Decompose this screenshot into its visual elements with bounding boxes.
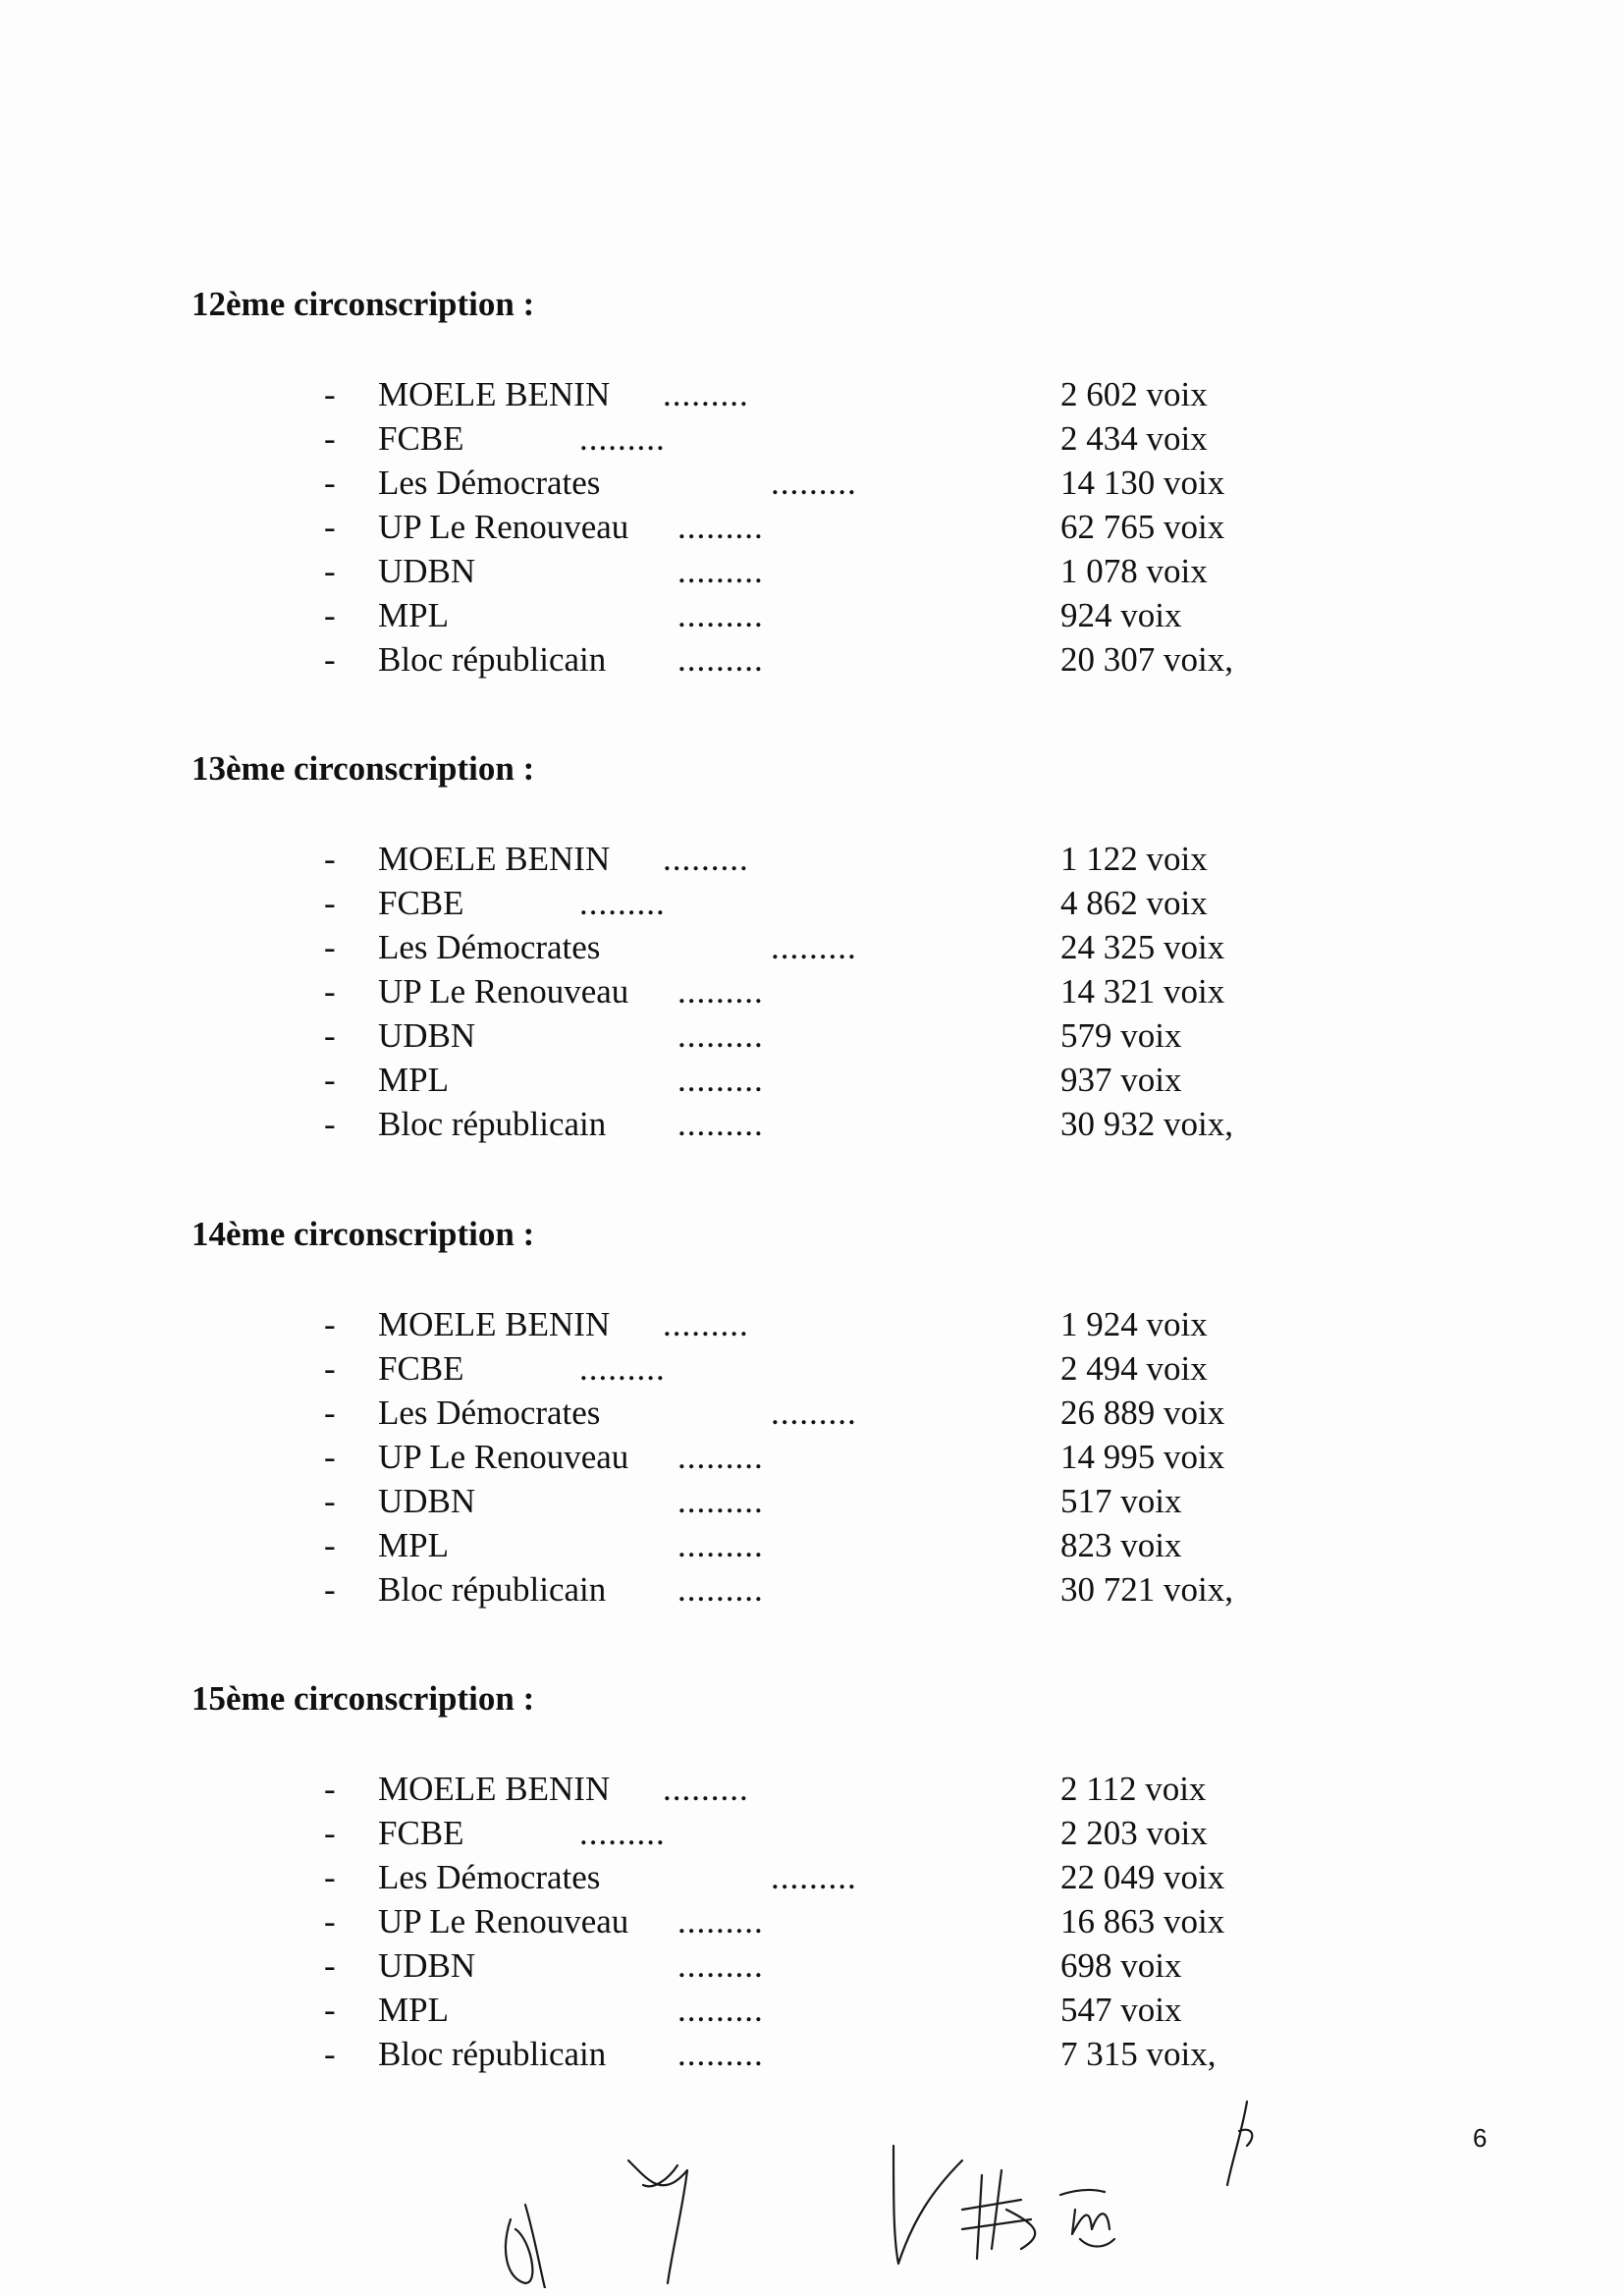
entry-row <box>191 1014 1370 1058</box>
vote-count: 16 863 voix <box>1060 1902 1225 1941</box>
entry-row <box>191 1812 1370 1855</box>
list-dash: - <box>324 1814 336 1852</box>
list-dash: - <box>324 1991 336 2029</box>
party-name: Bloc républicain <box>378 1105 607 1143</box>
leader-dots: ......... <box>677 1016 764 1055</box>
leader-dots: ......... <box>663 1770 749 1808</box>
signature-stroke <box>1060 2190 1114 2247</box>
entry-row <box>191 970 1370 1013</box>
vote-count: 14 995 voix <box>1060 1438 1225 1476</box>
leader-dots: ......... <box>771 464 857 502</box>
leader-dots: ......... <box>677 640 764 679</box>
vote-count: 2 494 voix <box>1060 1349 1208 1388</box>
section-13 <box>191 749 1370 1143</box>
party-name: FCBE <box>378 884 464 922</box>
party-name: UDBN <box>378 1946 476 1985</box>
entry-row <box>191 638 1370 682</box>
leader-dots: ......... <box>677 1061 764 1099</box>
vote-count: 30 721 voix, <box>1060 1570 1233 1609</box>
entry-row <box>191 926 1370 969</box>
entry-row <box>191 838 1370 881</box>
party-name: UDBN <box>378 552 476 590</box>
list-dash: - <box>324 1946 336 1985</box>
party-name: MPL <box>378 1991 449 2029</box>
leader-dots: ......... <box>663 375 749 413</box>
leader-dots: ......... <box>677 508 764 546</box>
leader-dots: ......... <box>677 2035 764 2073</box>
section-title: 14ème circonscription : <box>191 1215 535 1253</box>
leader-dots: ......... <box>579 1814 666 1852</box>
vote-count: 1 924 voix <box>1060 1305 1208 1343</box>
vote-count: 1 078 voix <box>1060 552 1208 590</box>
party-name: Les Démocrates <box>378 928 601 966</box>
leader-dots: ......... <box>579 884 666 922</box>
list-dash: - <box>324 840 336 878</box>
vote-count: 20 307 voix, <box>1060 640 1233 679</box>
leader-dots: ......... <box>771 1858 857 1896</box>
list-dash: - <box>324 419 336 458</box>
party-name: UDBN <box>378 1016 476 1055</box>
list-dash: - <box>324 1016 336 1055</box>
vote-count: 62 765 voix <box>1060 508 1225 546</box>
vote-count: 2 434 voix <box>1060 419 1208 458</box>
leader-dots: ......... <box>677 552 764 590</box>
vote-count: 924 voix <box>1060 596 1182 634</box>
entry-row <box>191 506 1370 549</box>
leader-dots: ......... <box>677 1902 764 1941</box>
list-dash: - <box>324 596 336 634</box>
vote-count: 26 889 voix <box>1060 1394 1225 1432</box>
leader-dots: ......... <box>677 1105 764 1143</box>
list-dash: - <box>324 1482 336 1520</box>
leader-dots: ......... <box>677 1570 764 1609</box>
entry-row <box>191 1568 1370 1612</box>
entry-row <box>191 1303 1370 1346</box>
leader-dots: ......... <box>677 1991 764 2029</box>
list-dash: - <box>324 1438 336 1476</box>
vote-count: 14 130 voix <box>1060 464 1225 502</box>
vote-count: 14 321 voix <box>1060 972 1225 1011</box>
party-name: Bloc républicain <box>378 640 607 679</box>
list-dash: - <box>324 1105 336 1143</box>
party-name: FCBE <box>378 1814 464 1852</box>
party-name: UP Le Renouveau <box>378 972 629 1011</box>
list-dash: - <box>324 1770 336 1808</box>
party-name: FCBE <box>378 1349 464 1388</box>
party-name: Les Démocrates <box>378 464 601 502</box>
entry-row <box>191 1524 1370 1567</box>
party-name: Bloc républicain <box>378 2035 607 2073</box>
vote-count: 7 315 voix, <box>1060 2035 1217 2073</box>
party-name: MOELE BENIN <box>378 375 611 413</box>
vote-count: 547 voix <box>1060 1991 1182 2029</box>
list-dash: - <box>324 1570 336 1609</box>
party-name: MOELE BENIN <box>378 840 611 878</box>
party-name: Bloc républicain <box>378 1570 607 1609</box>
vote-count: 2 203 voix <box>1060 1814 1208 1852</box>
signature-stroke <box>506 2205 545 2288</box>
list-dash: - <box>324 1394 336 1432</box>
leader-dots: ......... <box>677 1482 764 1520</box>
vote-count: 579 voix <box>1060 1016 1182 1055</box>
leader-dots: ......... <box>579 419 666 458</box>
entry-row <box>191 550 1370 593</box>
party-name: FCBE <box>378 419 464 458</box>
entry-row <box>191 2033 1370 2076</box>
entry-row <box>191 1392 1370 1435</box>
section-12 <box>191 285 1370 679</box>
entry-row <box>191 1944 1370 1988</box>
party-name: MOELE BENIN <box>378 1305 611 1343</box>
list-dash: - <box>324 2035 336 2073</box>
section-15 <box>191 1679 1370 2073</box>
leader-dots: ......... <box>771 1394 857 1432</box>
party-name: UDBN <box>378 1482 476 1520</box>
section-14 <box>191 1215 1370 1609</box>
entry-row <box>191 1103 1370 1146</box>
entry-row <box>191 1856 1370 1899</box>
list-dash: - <box>324 1349 336 1388</box>
list-dash: - <box>324 1061 336 1099</box>
party-name: MPL <box>378 596 449 634</box>
vote-count: 698 voix <box>1060 1946 1182 1985</box>
handwritten-signatures <box>471 2092 1335 2288</box>
party-name: MPL <box>378 1526 449 1564</box>
vote-count: 2 112 voix <box>1060 1770 1207 1808</box>
list-dash: - <box>324 375 336 413</box>
vote-count: 4 862 voix <box>1060 884 1208 922</box>
section-title: 13ème circonscription : <box>191 749 535 788</box>
entry-row <box>191 1436 1370 1479</box>
signature-stroke <box>962 2170 1035 2259</box>
party-name: UP Le Renouveau <box>378 508 629 546</box>
list-dash: - <box>324 508 336 546</box>
list-dash: - <box>324 1902 336 1941</box>
party-name: MPL <box>378 1061 449 1099</box>
entry-row <box>191 1059 1370 1102</box>
party-name: Les Démocrates <box>378 1858 601 1896</box>
leader-dots: ......... <box>663 1305 749 1343</box>
list-dash: - <box>324 1858 336 1896</box>
leader-dots: ......... <box>677 1438 764 1476</box>
leader-dots: ......... <box>677 1946 764 1985</box>
leader-dots: ......... <box>677 596 764 634</box>
party-name: MOELE BENIN <box>378 1770 611 1808</box>
list-dash: - <box>324 1526 336 1564</box>
list-dash: - <box>324 640 336 679</box>
section-title: 15ème circonscription : <box>191 1679 535 1718</box>
entry-row <box>191 1480 1370 1523</box>
page-number: 6 <box>1473 2123 1488 2153</box>
entry-row <box>191 1347 1370 1391</box>
entry-row <box>191 1900 1370 1943</box>
vote-count: 2 602 voix <box>1060 375 1208 413</box>
list-dash: - <box>324 464 336 502</box>
signature-stroke <box>893 2146 962 2264</box>
party-name: UP Le Renouveau <box>378 1438 629 1476</box>
vote-count: 22 049 voix <box>1060 1858 1225 1896</box>
entry-row <box>191 1989 1370 2032</box>
entry-row <box>191 373 1370 416</box>
section-title: 12ème circonscription : <box>191 285 535 323</box>
list-dash: - <box>324 1305 336 1343</box>
leader-dots: ......... <box>677 972 764 1011</box>
signature-stroke <box>628 2160 687 2283</box>
vote-count: 823 voix <box>1060 1526 1182 1564</box>
leader-dots: ......... <box>677 1526 764 1564</box>
leader-dots: ......... <box>771 928 857 966</box>
vote-count: 517 voix <box>1060 1482 1182 1520</box>
entry-row <box>191 594 1370 637</box>
signature-stroke <box>1227 2102 1252 2185</box>
leader-dots: ......... <box>663 840 749 878</box>
entry-row <box>191 1768 1370 1811</box>
entry-row <box>191 462 1370 505</box>
list-dash: - <box>324 972 336 1011</box>
vote-count: 937 voix <box>1060 1061 1182 1099</box>
entry-row <box>191 417 1370 461</box>
party-name: Les Démocrates <box>378 1394 601 1432</box>
list-dash: - <box>324 552 336 590</box>
party-name: UP Le Renouveau <box>378 1902 629 1941</box>
vote-count: 1 122 voix <box>1060 840 1208 878</box>
leader-dots: ......... <box>579 1349 666 1388</box>
vote-count: 24 325 voix <box>1060 928 1225 966</box>
list-dash: - <box>324 928 336 966</box>
list-dash: - <box>324 884 336 922</box>
entry-row <box>191 882 1370 925</box>
vote-count: 30 932 voix, <box>1060 1105 1233 1143</box>
